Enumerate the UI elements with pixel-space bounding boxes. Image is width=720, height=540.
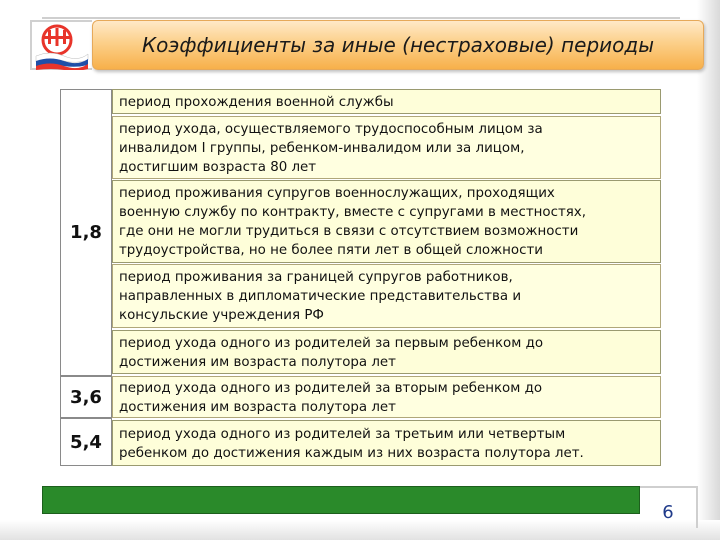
rate-cell-1-8 bbox=[60, 89, 112, 376]
top-frame-line bbox=[42, 17, 680, 19]
footer-bar bbox=[42, 486, 640, 514]
period-line: период проживания супругов военнослужащих, проходящих bbox=[119, 186, 555, 201]
period-line: период ухода одного из родителей за третьим или четвертым bbox=[119, 427, 566, 442]
period-line: период прохождения военной службы bbox=[119, 95, 394, 110]
page-title: Коэффициенты за иные (нестраховые) периоды bbox=[141, 33, 654, 57]
period-line: направленных в дипломатические представительства и bbox=[119, 289, 522, 304]
period-military-service bbox=[112, 89, 661, 114]
period-second-child-care bbox=[112, 376, 661, 418]
period-line: период ухода одного из родителей за вторым ребенком до bbox=[119, 381, 543, 396]
rate-value: 1,8 bbox=[70, 222, 102, 243]
period-military-spouses bbox=[112, 180, 661, 263]
pfr-logo-icon bbox=[30, 20, 92, 70]
period-line: консульские учреждения РФ bbox=[119, 308, 324, 323]
page-number: 6 bbox=[662, 502, 674, 523]
period-diplomat-spouses bbox=[112, 264, 661, 328]
rate-value: 3,6 bbox=[70, 386, 102, 408]
period-line: ребенком до достижения каждым из них возраста полутора лет. bbox=[119, 446, 584, 461]
period-line: достижения им возраста полутора лет bbox=[119, 400, 396, 415]
period-line: период ухода одного из родителей за первым ребенком до bbox=[119, 336, 544, 351]
period-third-fourth-child-care bbox=[112, 420, 661, 466]
period-line: достижения им возраста полутора лет bbox=[119, 355, 396, 370]
page-shadow-right bbox=[697, 0, 720, 540]
rate-cell-3-6 bbox=[60, 376, 112, 418]
period-line: где они не могли трудиться в связи с отсутствием возможности bbox=[119, 224, 579, 239]
period-line: инвалидом I группы, ребенком-инвалидом или за лицом, bbox=[119, 141, 525, 156]
period-line: военную службу по контракту, вместе с супругами в местностях, bbox=[119, 205, 586, 220]
period-line: трудоустройства, но не более пяти лет в общей сложности bbox=[119, 243, 543, 258]
pfr-logo bbox=[30, 20, 92, 70]
period-line: период ухода, осуществляемого трудоспособным лицом за bbox=[119, 122, 543, 137]
period-line: период проживания за границей супругов работников, bbox=[119, 270, 513, 285]
period-first-child-care bbox=[112, 330, 661, 374]
title-bar bbox=[92, 20, 704, 70]
rate-cell-5-4 bbox=[60, 418, 112, 466]
rate-value: 5,4 bbox=[70, 431, 102, 453]
period-line: достигшим возраста 80 лет bbox=[119, 160, 317, 175]
period-disabled-care bbox=[112, 116, 661, 179]
